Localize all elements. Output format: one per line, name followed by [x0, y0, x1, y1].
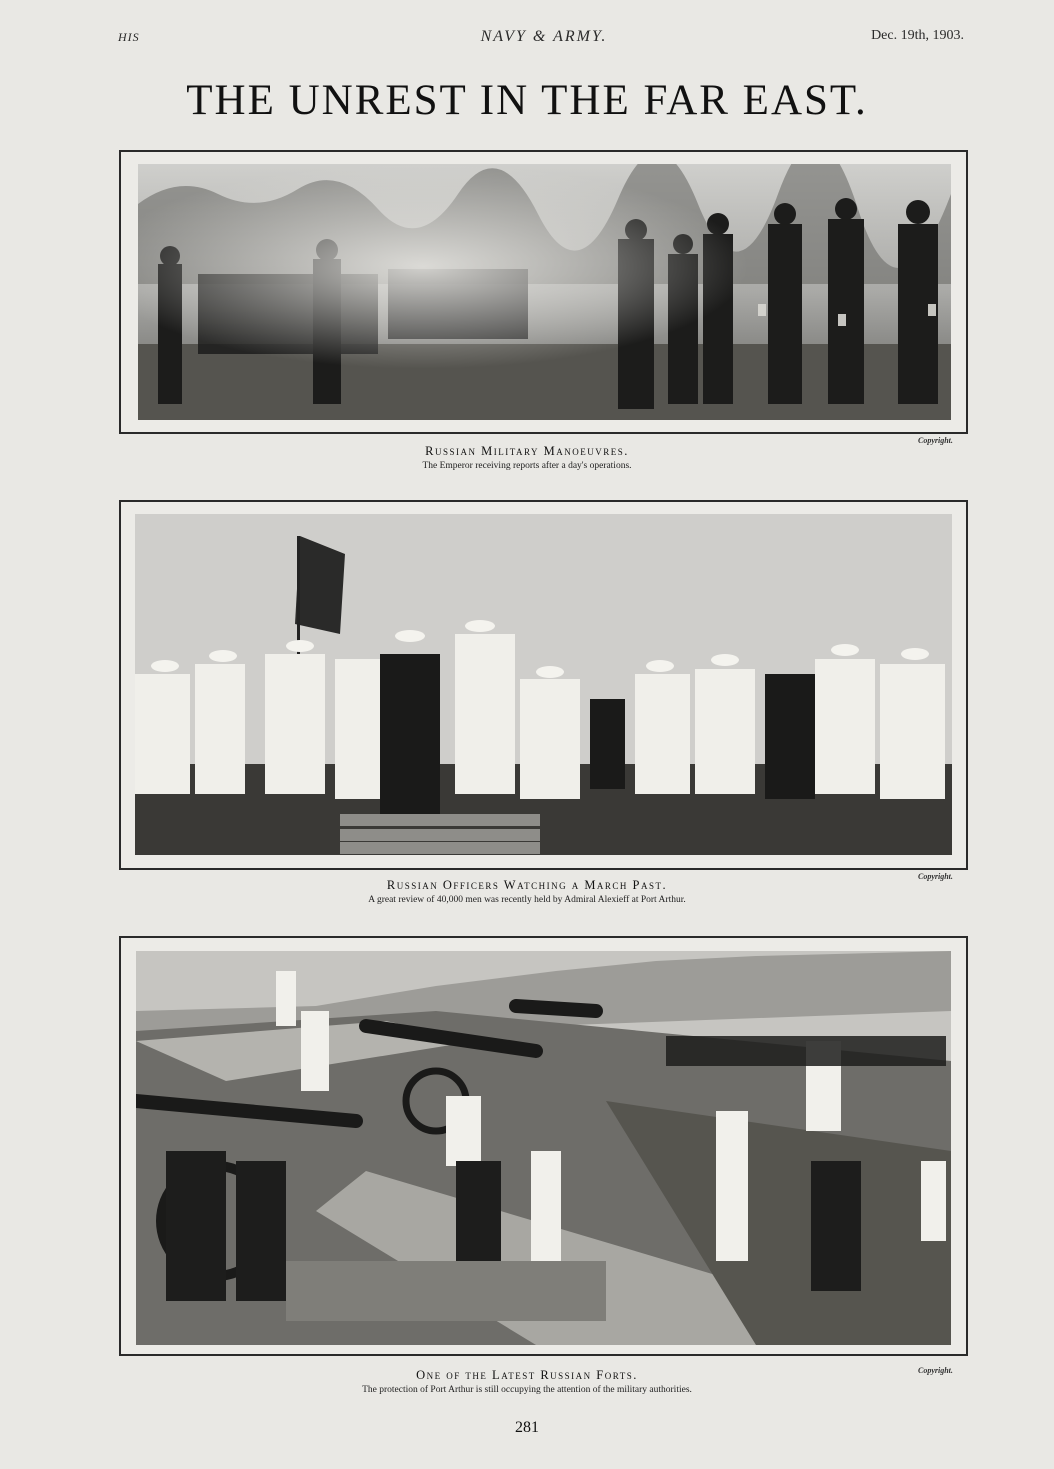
plate-1-frame: [119, 150, 968, 434]
photo-officers-march-past: [135, 514, 952, 855]
plate-1-caption-sub: The Emperor receiving reports after a day's operations.: [422, 461, 632, 471]
photo-russian-fort: [136, 951, 951, 1345]
plate-2-caption-sub: A great review of 40,000 men was recently held by Admiral Alexieff at Port Arthur.: [368, 895, 686, 905]
page-title: THE UNREST IN THE FAR EAST.: [186, 77, 868, 124]
plate-1-caption-title: Russian Military Manoeuvres.: [425, 444, 629, 458]
header-left-mark: HIS: [118, 30, 140, 44]
plate-3-caption-title: One of the Latest Russian Forts.: [416, 1368, 638, 1382]
plate-3-credit: Copyright.: [918, 1366, 953, 1375]
plate-2-frame: [119, 500, 968, 870]
issue-date: Dec. 19th, 1903.: [871, 28, 964, 43]
running-head: [118, 28, 970, 52]
plate-2-caption-title: Russian Officers Watching a March Past.: [386, 878, 668, 892]
page-number: 281: [515, 1419, 539, 1436]
photo-military-manoeuvres: [138, 164, 951, 420]
plate-3-caption-sub: The protection of Port Arthur is still occupying the attention of the military authorities.: [362, 1385, 692, 1395]
plate-3-frame: [119, 936, 968, 1356]
publication-name: NAVY & ARMY.: [480, 28, 608, 45]
plate-2-credit: Copyright.: [918, 872, 953, 881]
plate-1-credit: Copyright.: [918, 436, 953, 445]
